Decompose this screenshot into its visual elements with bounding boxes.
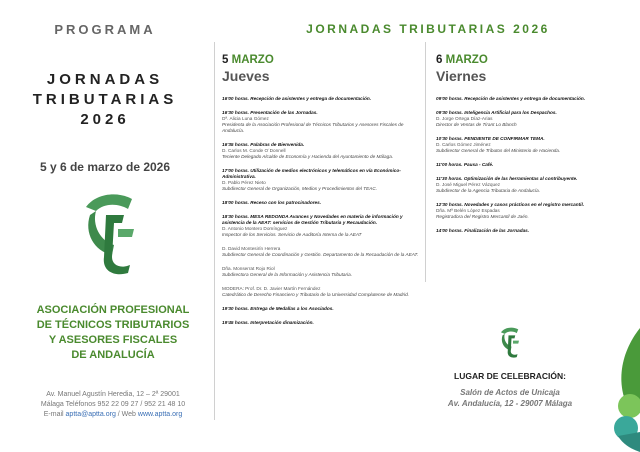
- entry-title: 16'00 horas. Recepción de asistentes y entrega de documentación.: [222, 96, 372, 101]
- schedule-entry: [222, 200, 420, 206]
- venue-label: LUGAR DE CELEBRACIÓN:: [454, 371, 566, 381]
- entry-person: D. David Montesirín Herrera: [222, 246, 281, 251]
- schedule-entry: [222, 168, 420, 192]
- entry-person: D. Carlos Gómez Jiménez: [436, 142, 491, 147]
- entry-title: 11'00 horas. Pausa - Café.: [436, 162, 494, 167]
- association-logo-icon: [78, 185, 142, 275]
- association-line: Y ASESORES FISCALES: [48, 334, 178, 346]
- entry-title: 19'45 horas. Interpretación dinamización.: [222, 320, 314, 325]
- entry-person: D. Carlos M. Conde O´Donnell: [222, 148, 286, 153]
- schedule-entry: [436, 110, 632, 128]
- entry-title: 19'30 horas. Entrega de Medallas a los Asociados.: [222, 306, 334, 311]
- email-link[interactable]: aptta@aptta.org: [65, 411, 116, 418]
- entry-title: 16'35 horas. Palabras de Bienvenida.: [222, 142, 305, 147]
- day-month: MARZO: [445, 54, 488, 66]
- schedule-entry: [222, 306, 420, 312]
- day-number: 5: [222, 54, 229, 66]
- entry-title: 18'30 horas. MESA REDONDA Avances y Novedades en materia de información y asistencia de la AEAT: servicios de Gestión Tributaria y Recaudación.: [222, 214, 403, 225]
- schedule-entry: [222, 320, 420, 326]
- entry-person: Dña. Mª Belén López Espadas: [436, 208, 500, 213]
- schedule-entry: [436, 202, 632, 220]
- schedule-entry: [222, 214, 420, 238]
- entry-person: MODERA: Prof. Dr. D. Javier Martín Fernández: [222, 286, 321, 291]
- web-link[interactable]: www.aptta.org: [137, 411, 183, 418]
- thursday-name: Jueves: [222, 68, 270, 84]
- entry-desc: Subdirectora General de la Información y Asistencia Tributaria.: [222, 272, 353, 277]
- venue-line2: Av. Andalucía, 12 - 29007 Málaga: [447, 399, 573, 408]
- email-web-line: [0, 410, 226, 420]
- entry-desc: Director de Ventas de Tirant Lo Blanch: [436, 122, 517, 127]
- email-label: E-mail: [43, 411, 64, 418]
- entry-desc: Inspector de los Servicios. Servicio de Auditoría Interna de la AEAT: [222, 232, 362, 237]
- schedule-entry: [222, 110, 420, 134]
- association-name: [0, 303, 226, 363]
- entry-desc: Subdirector de la Agencia Tributaria de Andalucía.: [436, 188, 541, 193]
- thursday-date: [222, 54, 420, 66]
- association-line: DE TÉCNICOS TRIBUTARIOS: [36, 319, 190, 331]
- entry-desc: Registradora del Registro Mercantil de Jaén.: [436, 214, 529, 219]
- day-month: MARZO: [231, 54, 274, 66]
- schedule-entry: [222, 96, 420, 102]
- web-label: / Web: [117, 411, 136, 418]
- friday-column: [436, 54, 632, 242]
- schedule-entry: [436, 136, 632, 154]
- thursday-column: [222, 54, 420, 334]
- title-line: 2026: [80, 111, 130, 128]
- association-line: ASOCIACIÓN PROFESIONAL: [36, 304, 190, 316]
- entry-title: 18'00 horas. Receso con los patrocinadores.: [222, 200, 322, 205]
- venue-line1: Salón de Actos de Unicaja: [460, 388, 560, 397]
- entry-person: D. Pablo Pérez Nieto: [222, 180, 266, 185]
- title-line: TRIBUTARIAS: [32, 91, 178, 108]
- schedule-entry: [436, 96, 632, 102]
- event-dates: 5 y 6 de marzo de 2026: [39, 160, 171, 174]
- entry-desc: Catedrático de Derecho Financiero y Tributario de la Universidad Complutense de Madrid.: [222, 292, 409, 297]
- entry-title: 12'30 horas. Novedades y casos prácticos en el registro mercantil.: [436, 202, 585, 207]
- decorative-leaf-icon: [604, 328, 640, 452]
- entry-person: D. José Miguel Pérez Vázquez: [436, 182, 501, 187]
- entry-person: Dña. Monserrat Rojo Riol: [222, 266, 275, 271]
- entry-title: 09'30 horas. Inteligencia Artificial para los Despachos.: [436, 110, 557, 115]
- contact-info: [0, 390, 226, 420]
- friday-schedule: [436, 96, 632, 234]
- entry-title: 09'00 horas. Recepción de asistentes y entrega de documentación.: [436, 96, 586, 101]
- phones: Málaga Teléfonos 952 22 09 27 / 952 21 48 10: [40, 401, 186, 408]
- entry-title: 14'00 horas. Finalización de las Jornadas.: [436, 228, 530, 233]
- title-line: JORNADAS: [46, 71, 164, 88]
- schedule-entry: [436, 228, 632, 234]
- entry-desc: Teniente Delegado Alcalde de Economía y Hacienda del Ayuntamiento de Málaga.: [222, 154, 394, 159]
- entry-desc: Subdirector General de Tributos del Ministerio de Hacienda.: [436, 148, 561, 153]
- schedule-entry: [436, 162, 632, 168]
- event-title: [0, 70, 210, 130]
- entry-desc: Subdirector General de Organización, Medios y Procedimientos del TEAC.: [222, 186, 378, 191]
- schedule-entry: [436, 176, 632, 194]
- entry-title: 17'00 horas. Utilización de medios electrónicos y telemáticos en vía Económico-Administrativa.: [222, 168, 401, 179]
- entry-person: Dª. Alicia Luna Gómez: [222, 116, 269, 121]
- entry-person: D. Antonio Montero Domínguez: [222, 226, 288, 231]
- friday-date: [436, 54, 632, 66]
- association-logo-small-icon: [498, 323, 522, 359]
- association-line: DE ANDALUCÍA: [71, 349, 155, 361]
- venue-address: [420, 387, 600, 409]
- address: Av. Manuel Agustín Heredia, 12 – 2ª 29001: [46, 391, 180, 398]
- entry-title: 11'30 horas. Optimización de las herramientas al contribuyente.: [436, 176, 578, 181]
- entry-desc: Presidenta de la Asociación Profesional de Técnicos Tributarios y Asesores Fiscales de Andalucía.: [222, 122, 404, 133]
- day-number: 6: [436, 54, 443, 66]
- friday-name: Viernes: [436, 68, 487, 84]
- schedule-entry: [222, 246, 420, 258]
- entry-desc: Subdirector General de Coordinación y Gestión. Departamento de la Recaudación de la AEAT.: [222, 252, 419, 257]
- programa-heading: PROGRAMA: [54, 22, 156, 37]
- entry-title: 10'30 horas. PENDIENTE DE CONFIRMAR TEMA.: [436, 136, 545, 141]
- entry-person: D. Jorge Ortega Díaz-Arias: [436, 116, 493, 121]
- entry-title: 16'30 horas. Presentación de las Jornadas.: [222, 110, 318, 115]
- schedule-entry: [222, 286, 420, 298]
- thursday-schedule: [222, 96, 420, 326]
- main-heading: JORNADAS TRIBUTARIAS 2026: [306, 22, 550, 36]
- schedule-entry: [222, 266, 420, 278]
- schedule-entry: [222, 142, 420, 160]
- column-divider: [425, 42, 426, 282]
- column-divider: [214, 42, 215, 420]
